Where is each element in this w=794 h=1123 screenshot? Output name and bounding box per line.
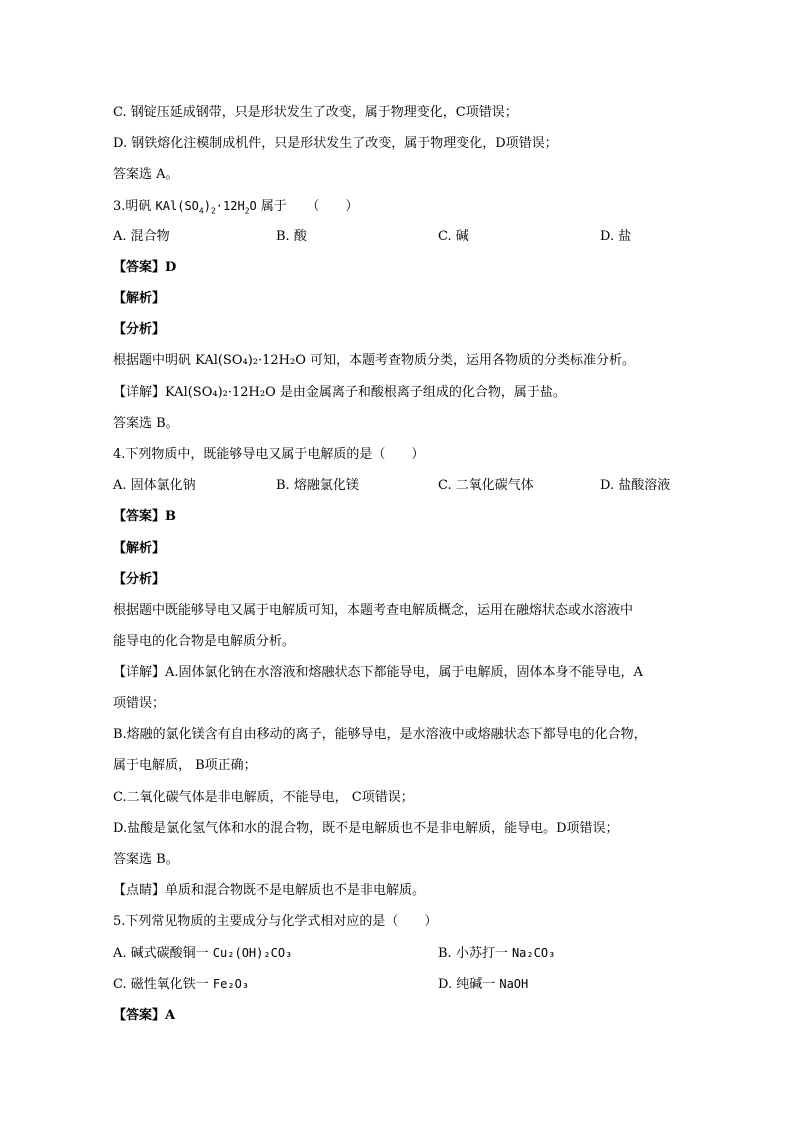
q2-option-c-explanation: C. 钢锭压延成钢带，只是形状发生了改变，属于物理变化，C项错误；: [113, 105, 518, 120]
q3-formula-part: O: [249, 199, 257, 213]
q4-option-a: A. 固体氯化钠: [113, 478, 196, 493]
q4-detail-b-line-2: 属于电解质， B项正确；: [113, 758, 257, 773]
q3-analysis-heading: 【解析】: [113, 291, 166, 306]
q5-option-c: [113, 975, 249, 994]
q3-answer-select: 答案选 B。: [113, 416, 179, 431]
q4-analysis-line-1: 根据题中既能够导电又属于电解质可知，本题考查电解质概念，运用在融熔状态或水溶液中: [113, 603, 634, 618]
q4-detail-c: C.二氧化碳气体是非电解质，不能导电， C项错误；: [113, 790, 414, 805]
q4-stem: 4.下列物质中，既能够导电又属于电解质的是（ ）: [113, 447, 425, 462]
q3-stem-prefix: 3.明矾: [113, 199, 156, 214]
q5-option-b-text: B. 小苏打一: [438, 946, 512, 961]
q5-option-d: [438, 975, 528, 994]
q5-option-b-formula: Na₂CO₃: [511, 946, 556, 960]
q3-stem: [113, 197, 683, 220]
q3-answer: 【答案】D: [113, 260, 177, 275]
q4-option-b: B. 熔融氯化镁: [276, 478, 359, 493]
q4-analysis-line-2: 能导电的化合物是电解质分析。: [113, 634, 296, 649]
q5-option-c-text: C. 磁性氧化铁一: [113, 977, 213, 992]
q3-formula-sub: 4: [198, 206, 204, 216]
q4-answer: 【答案】B: [113, 509, 176, 524]
q4-detail-line-2: 项错误；: [113, 696, 166, 711]
q5-option-a-text: A. 碱式碳酸铜一: [113, 946, 213, 961]
q5-option-a-formula: Cu₂(OH)₂CO₃: [212, 946, 293, 960]
q4-detail-d: D.盐酸是氯化氢气体和水的混合物，既不是电解质也不是非电解质，能导电。D项错误；: [113, 821, 619, 836]
q3-analysis-text: 根据题中明矾 KAl(SO₄)₂·12H₂O 可知，本题考查物质分类，运用各物质的分类标准分析。: [113, 353, 636, 368]
q3-option-b: B. 酸: [276, 229, 307, 244]
q3-formula: [155, 199, 257, 216]
q5-option-d-text: D. 纯碱一: [438, 977, 500, 992]
q5-option-d-formula: NaOH: [499, 977, 529, 991]
q5-answer: 【答案】A: [113, 1008, 176, 1023]
q4-sub-analysis-heading: 【分析】: [113, 572, 166, 587]
q3-sub-analysis-heading: 【分析】: [113, 322, 166, 337]
q3-formula-part: ·12H: [215, 199, 245, 213]
q3-formula-part: ): [203, 199, 211, 213]
q4-option-d: D. 盐酸溶液: [600, 478, 671, 493]
q3-stem-suffix: 属于 （ ）: [256, 199, 359, 214]
q4-option-c: C. 二氧化碳气体: [438, 478, 534, 493]
q4-answer-select: 答案选 B。: [113, 852, 179, 867]
q3-option-d: D. 盐: [600, 229, 632, 244]
q5-option-b: [438, 944, 555, 963]
q5-option-c-formula: Fe₂O₃: [212, 977, 250, 991]
q4-detail-b-line-1: B.熔融的氯化镁含有自由移动的离子，能够导电，是水溶液中或熔融状态下都导电的化合物，: [113, 727, 647, 742]
q4-tip: 【点睛】单质和混合物既不是电解质也不是非电解质。: [113, 883, 426, 898]
q4-analysis-heading: 【解析】: [113, 541, 166, 556]
q2-option-d-explanation: D. 钢铁熔化注模制成机件，只是形状发生了改变，属于物理变化，D项错误；: [113, 136, 558, 151]
q2-answer-select: 答案选 A。: [113, 167, 179, 182]
q3-formula-sub: 2: [210, 206, 216, 216]
q5-stem: 5.下列常见物质的主要成分与化学式相对应的是（ ）: [113, 914, 438, 929]
q3-formula-part: KAl(SO: [155, 199, 199, 213]
q4-detail-line-1: 【详解】A.固体氯化钠在水溶液和熔融状态下都能导电，属于电解质，固体本身不能导电，A: [113, 665, 643, 680]
q5-option-a: [113, 944, 292, 963]
q3-detail: 【详解】KAl(SO₄)₂·12H₂O 是由金属离子和酸根离子组成的化合物，属于盐。: [113, 385, 566, 400]
q3-formula-sub: 2: [244, 206, 250, 216]
q3-option-a: A. 混合物: [113, 229, 170, 244]
q3-option-c: C. 碱: [438, 229, 469, 244]
